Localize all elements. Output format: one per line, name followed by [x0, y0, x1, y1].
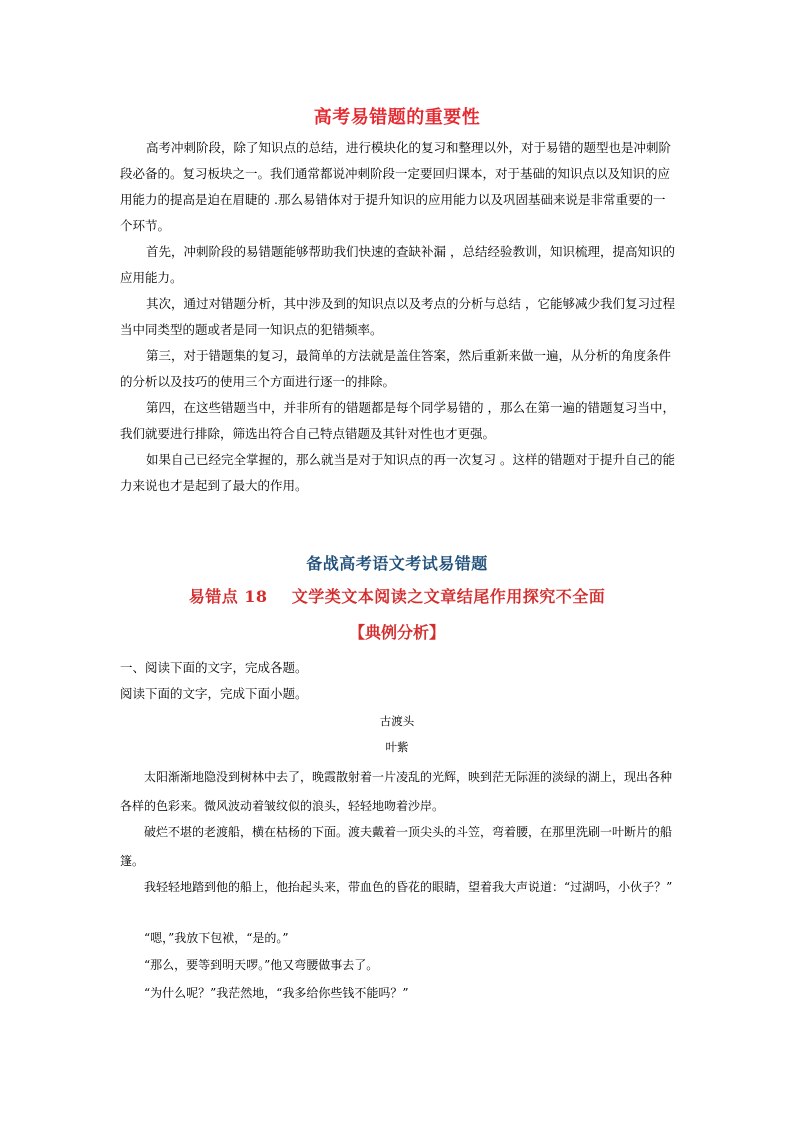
- story-dialogue-1: “嗯，”我放下包袱，“是的。”: [144, 931, 289, 945]
- intro-paragraph-6: 如果自己已经完全掌握的，那么就当是对于知识点的再一次复习 。这样的错题对于提升自己的能力来说也才是起到了最大的作用。: [120, 452, 675, 493]
- section-subheading: 易错点 18 文学类文本阅读之文章结尾作用探究不全面: [188, 587, 606, 606]
- intro-paragraph-3: 其次，通过对错题分析，其中涉及到的知识点以及考点的分析与总结 ，它能够减少我们复习过程当中同类型的题或者是同一知识点的犯错频率。: [120, 296, 675, 337]
- story-paragraph-1: 太阳渐渐地隐没到树林中去了，晚霞散射着一片凌乱的光辉，映到茫无际涯的淡绿的湖上，现出各种各样的色彩来。微风波动着皱纹似的浪头，轻轻地吻着沙岸。: [120, 770, 673, 813]
- analysis-tag: 【典例分析】: [348, 623, 445, 642]
- question-instruction-2: 阅读下面的文字，完成下面小题。: [120, 686, 308, 701]
- story-author: 叶紫: [385, 740, 409, 754]
- intro-paragraph-5: 第四，在这些错题当中，并非所有的错题都是每个同学易错的 ，那么在第一遍的错题复习当中，我们就要进行排除，筛选出符合自己特点错题及其针对性也才更强。: [120, 400, 675, 441]
- story-paragraph-3: 我轻轻地踏到他的船上，他抬起头来，带血色的昏花的眼睛，望着我大声说道：“过湖吗，小伙子？”: [144, 880, 673, 894]
- story-dialogue-2: “那么，要等到明天啰。”他又弯腰做事去了。: [144, 958, 379, 972]
- story-title: 古渡头: [379, 714, 415, 728]
- intro-paragraph-1: 高考冲刺阶段，除了知识点的总结，进行模块化的复习和整理以外，对于易错的题型也是冲刺阶段必备的。复习板块之一。我们通常都说冲刺阶段一定要回归课本，对于基础的知识点以及知识的应用能力的提高是迫在眉睫的 .那么易错体对于提升知识的应用能力以及巩固基础来说是非常重要的一个环节。: [120, 140, 672, 233]
- story-dialogue-3: “为什么呢？”我茫然地，“我多给你些钱不能吗？”: [144, 986, 409, 1000]
- question-instruction-1: 一、阅读下面的文字，完成各题。: [120, 660, 308, 675]
- intro-paragraph-2: 首先，冲刺阶段的易错题能够帮助我们快速的查缺补漏 ，总结经验教训，知识梳理，提高知识的应用能力。: [120, 244, 675, 285]
- intro-paragraph-4: 第三，对于错题集的复习，最简单的方法就是盖住答案，然后重新来做一遍，从分析的角度条件的分析以及技巧的使用三个方面进行逐一的排除。: [120, 348, 672, 389]
- section-heading: 备战高考语文考试易错题: [306, 554, 488, 573]
- page-title: 高考易错题的重要性: [313, 107, 481, 128]
- story-paragraph-2: 破烂不堪的老渡船，横在枯杨的下面。渡夫戴着一顶尖头的斗笠，弯着腰，在那里洗刷一叶断片的船篷。: [120, 825, 673, 868]
